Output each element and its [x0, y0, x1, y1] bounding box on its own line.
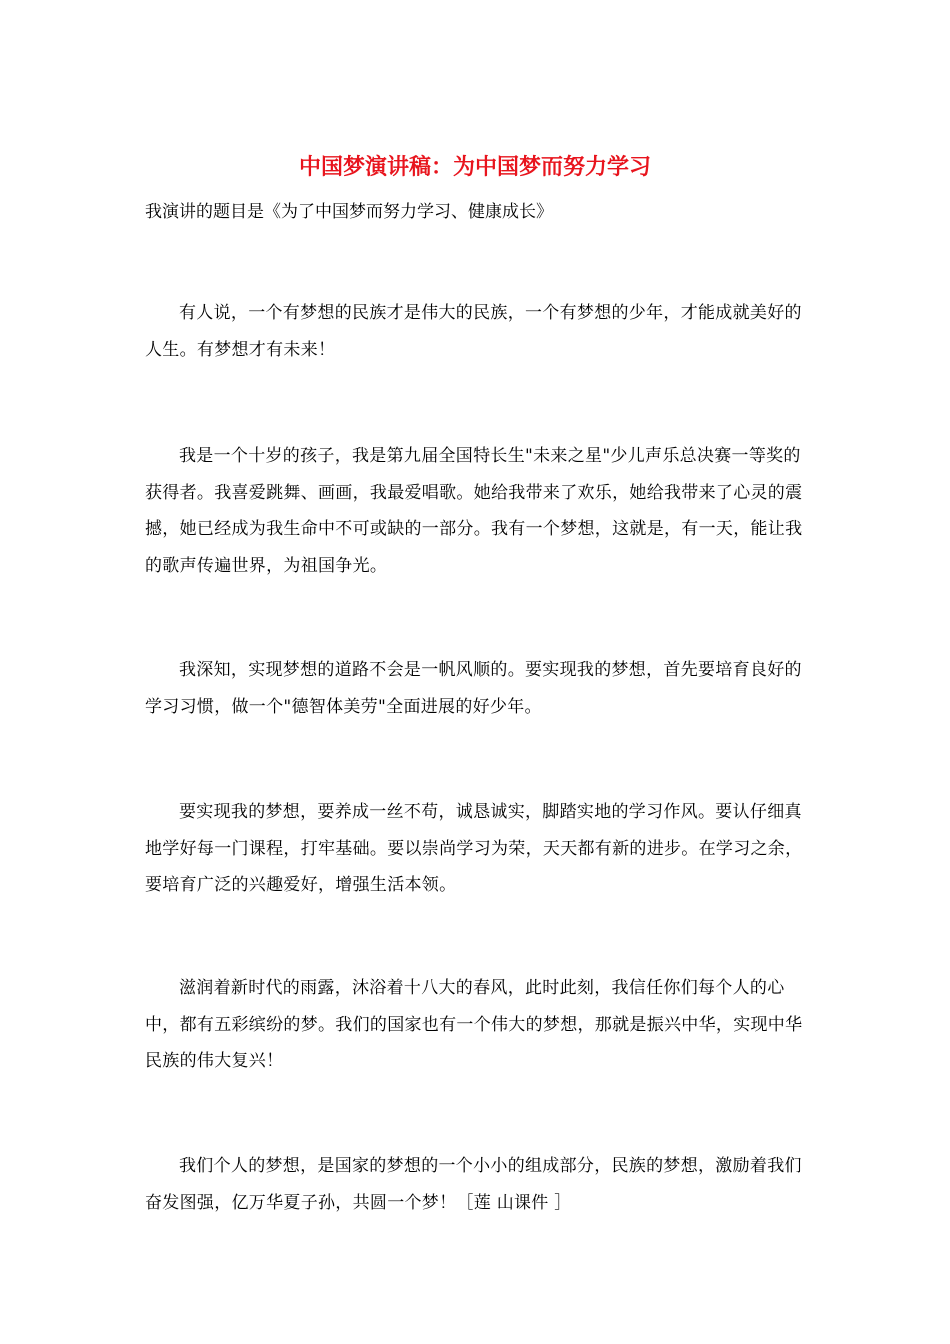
paragraph-2: 我是一个十岁的孩子，我是第九届全国特长生"未来之星"少儿声乐总决赛一等奖的获得者。我喜爱跳舞、画画，我最爱唱歌。她给我带来了欢乐，她给我带来了心灵的震撼，她已经成为我生命中不可或缺的一部分。我有一个梦想，这就是，有一天，能让我的歌声传遍世界，为祖国争光。 — [145, 446, 803, 576]
paragraph-4: 要实现我的梦想，要养成一丝不苟，诚恳诚实，脚踏实地的学习作风。要认仔细真地学好每一门课程，打牢基础。要以崇尚学习为荣，天天都有新的进步。在学习之余，要培育广泛的兴趣爱好，增强生活本领。 — [145, 802, 803, 895]
paragraph-5: 滋润着新时代的雨露，沐浴着十八大的春风，此时此刻，我信任你们每个人的心中，都有五彩缤纷的梦。我们的国家也有一个伟大的梦想，那就是振兴中华，实现中华民族的伟大复兴！ — [145, 978, 803, 1071]
paragraph-6: 我们个人的梦想，是国家的梦想的一个小小的组成部分，民族的梦想，激励着我们奋发图强，亿万华夏子孙，共圆一个梦！［莲 山课件 ］ — [145, 1156, 802, 1213]
paragraph-1: 有人说，一个有梦想的民族才是伟大的民族，一个有梦想的少年，才能成就美好的人生。有梦想才有未来！ — [145, 303, 802, 360]
document-subtitle: 我演讲的题目是《为了中国梦而努力学习、健康成长》 — [145, 202, 553, 222]
document-title: 中国梦演讲稿：为中国梦而努力学习 — [298, 155, 651, 180]
paragraph-3: 我深知，实现梦想的道路不会是一帆风顺的。要实现我的梦想，首先要培育良好的学习习惯，做一个"德智体美劳"全面进展的好少年。 — [145, 660, 802, 717]
